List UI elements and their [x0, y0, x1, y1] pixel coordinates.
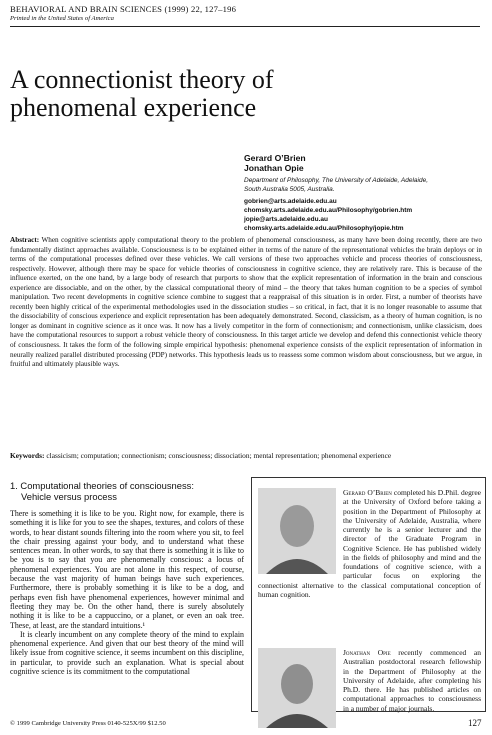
author-contacts — [244, 197, 484, 233]
web-link-2[interactable]: chomsky.arts.adelaide.edu.au/Philosophy/jopie.htm — [244, 225, 404, 232]
body-text — [10, 509, 244, 676]
bio-obrien — [258, 488, 481, 599]
keywords-label: Keywords: — [10, 451, 45, 460]
printed-note: Printed in the United States of America — [10, 15, 114, 22]
web-link-1[interactable]: chomsky.arts.adelaide.edu.au/Philosophy/gobrien.htm — [244, 207, 413, 214]
portrait-icon — [258, 488, 336, 574]
keywords — [10, 451, 482, 460]
author-block — [244, 153, 484, 233]
author-name-1: Gerard O’Brien — [244, 153, 306, 163]
copyright-footer: © 1999 Cambridge University Press 0140-525X/99 $12.50 — [10, 720, 166, 727]
bio-opie — [258, 648, 481, 730]
section-heading — [10, 480, 194, 502]
bio-text-opie: recently commenced an Australian postdoctoral research fellowship in the Department of Philosophy at the University of Adelaide, after completing his Ph.D. there. He has published articles on computational approaches to consciousness in a number of major journals. — [343, 648, 482, 713]
section-heading-line-2: Vehicle versus process — [21, 491, 117, 502]
abstract-text: When cognitive scientists apply computational theory to the problem of phenomenal consciousness, as many have been doing recently, there are two fundamentally distinct approaches available. Consciousness is to be explained either in terms of the nature of the representational vehicles the brain deploys or in terms of the computational processes defined over these vehicles. We call versions of these two approaches vehicle and process theories of consciousness, respectively. However, although there may be space for vehicle theories of consciousness in cognitive science, they are relatively rare. This is because of the influence exerted, on the one hand, by a large body of research that purports to show that the explicit representation of information in the brain and conscious experience are dissociable, and on the other, by the classical computational theory of mind – the theory that takes human cognition to be a species of symbol manipulation. Two recent developments in cognitive science combine to suggest that a reappraisal of this situation is in order. First, a number of theorists have recently been highly critical of the experimental methodologies used in the dissociation studies – so critical, in fact, that it is no longer reasonable to assume that the dissociability of conscious experience and explicit representation has been adequately demonstrated. Second, classicism, as a theory of human cognition, is no longer as dominant in cognitive science as it once was. It now has a lively competitor in the form of connectionism; and connectionism, unlike classicism, does have the computational resources to support a robust vehicle theory of consciousness. In this target article we develop and defend this connectionist vehicle theory of consciousness. It takes the form of the following simple empirical hypothesis: phenomenal experience consists of the explicit representation of information in neurally realized parallel distributed processing (PDP) networks. This hypothesis leads us to reassess some common wisdom about consciousness, but we argue, in fruitful and ultimately plausible ways. — [10, 236, 482, 369]
bio-name-obrien: Gerard O’Brien — [343, 488, 392, 497]
abstract — [10, 236, 482, 370]
author-photo-obrien — [258, 488, 336, 574]
affiliation-line-2: South Australia 5005, Australia. — [244, 186, 335, 193]
keywords-text: classicism; computation; connectionism; consciousness; dissociation; mental representation; phenomenal experience — [46, 451, 392, 460]
page-number: 127 — [468, 718, 482, 728]
abstract-label: Abstract: — [10, 236, 40, 244]
body-paragraph-2: It is clearly incumbent on any complete theory of the mind to explain phenomenal experience. And given that our best theory of the mind will likely issue from cognitive science, it seems incumbent on this discipline, in particular, to provide such an explanation. What is special about cognitive science is its commitment to the computational — [10, 629, 244, 677]
journal-header: BEHAVIORAL AND BRAIN SCIENCES (1999) 22, 127–196 — [10, 4, 237, 14]
portrait-icon — [258, 648, 336, 728]
affiliation-line-1: Department of Philosophy, The University of Adelaide, Adelaide, — [244, 177, 429, 184]
author-photo-opie — [258, 648, 336, 728]
author-affiliation — [244, 176, 484, 194]
body-paragraph-1: There is something it is like to be you. Right now, for example, there is something it is like for you to see the shapes, textures, and colors of these words, to hear distant sounds filtering into the room where you sit, to feel the chair pressing against your body, and to understand what these sentences mean. In other words, to say that there is something it is like to be you is to say that you are phenomenally conscious: a locus of phenomenal experiences. You are not alone in this respect, of course, because the vast majority of human beings have such experiences. Furthermore, there is probably something it is like to be a dog, and perhaps even fish have phenomenal experiences, however minimal and fleeting they may be. On the other hand, there is surely absolutely nothing it is like to be a cappuccino, or a planet, or even an oak tree. These, at least, are the standard intuitions.¹ — [10, 509, 244, 630]
title-line-1: A connectionist theory of — [10, 65, 274, 94]
author-name-2: Jonathan Opie — [244, 163, 304, 173]
section-heading-line-1: 1. Computational theories of consciousness: — [10, 480, 194, 491]
bio-text-obrien: completed his D.Phil. degree at the University of Oxford before taking a position in the Department of Philosophy at the University of Adelaide, Australia, where currently he is a senior lecturer and the director of the Graduate Program in Cognitive Science. He has published widely in the fields of philosophy and mind and the foundations of cognitive science, with a particular focus on exploring the connectionist alternative to the classical computational conception of human cognition. — [258, 488, 481, 599]
bio-name-opie: Jonathan Opie — [343, 648, 391, 657]
article-title — [10, 66, 274, 122]
email-1[interactable]: gobrien@arts.adelaide.edu.au — [244, 198, 337, 205]
header-rule — [10, 26, 480, 27]
title-line-2: phenomenal experience — [10, 93, 257, 122]
email-2[interactable]: jopie@arts.adelaide.edu.au — [244, 216, 329, 223]
